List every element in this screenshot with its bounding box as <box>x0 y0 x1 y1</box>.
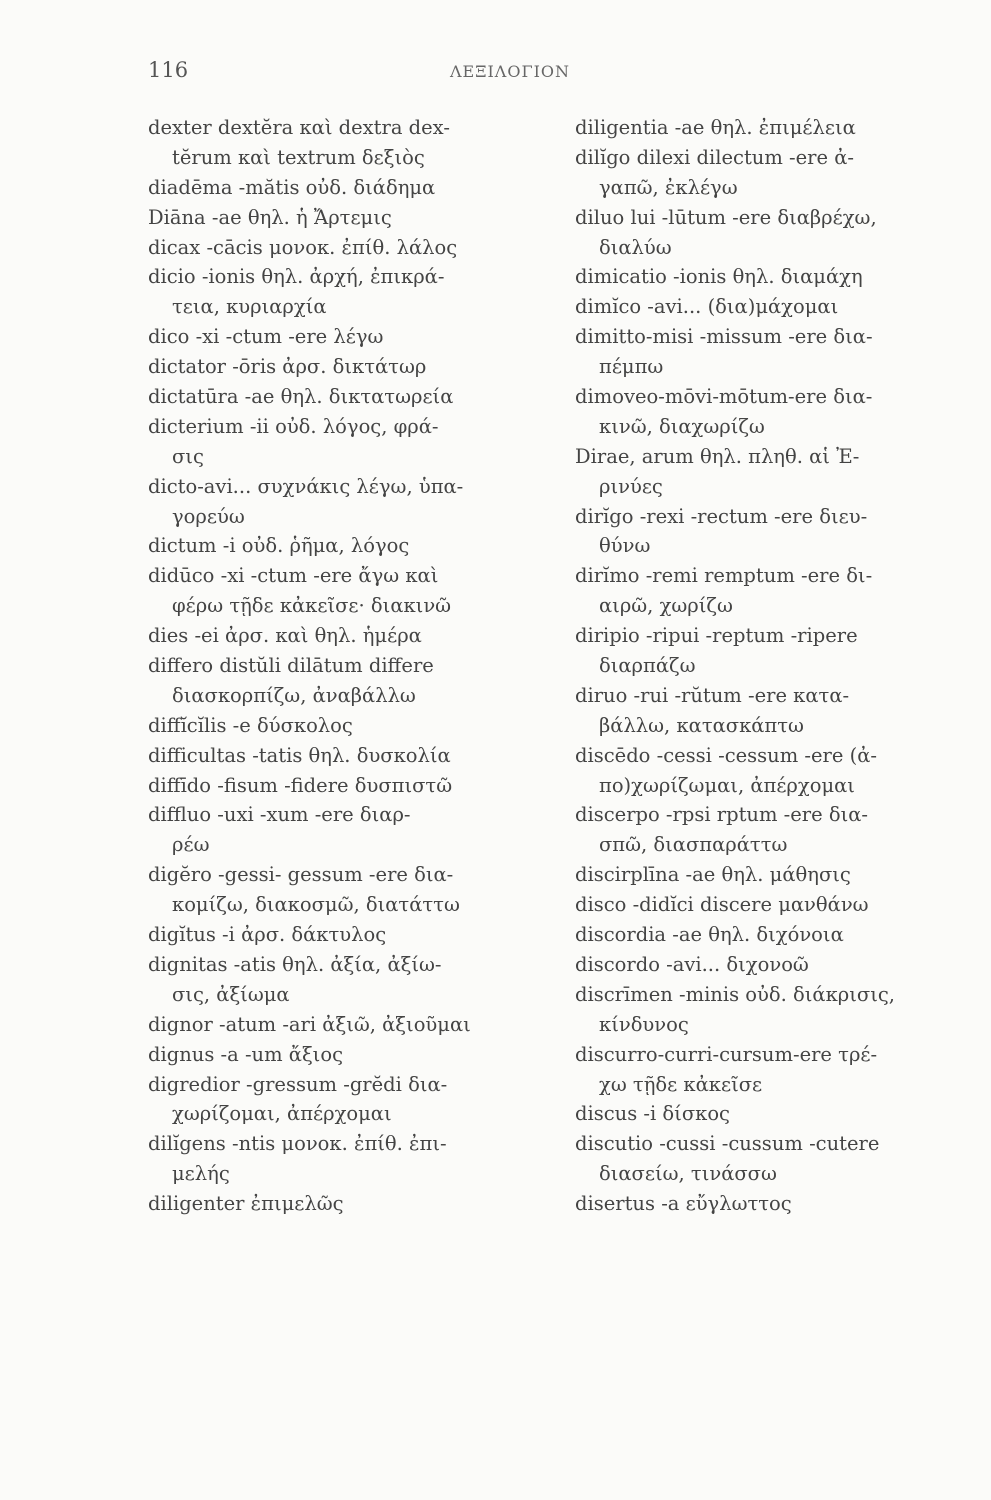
dictionary-entry-line: dignus -a -um ἄξιος <box>148 1042 343 1066</box>
dictionary-entry-line: dilĭgens -ntis μονοκ. ἐπίθ. ἐπι- <box>148 1132 447 1156</box>
page-header <box>140 58 880 88</box>
dictionary-entry-line: dexter dextĕra καὶ dextra dex- <box>148 116 450 139</box>
entry-continuation-line: κομίζω, διακοσμῶ, διατάττω <box>172 893 460 917</box>
dictionary-entry-line: discordo -avi... διχονοῶ <box>575 952 809 976</box>
dictionary-entry-line: diruo -rui -rŭtum -ere κατα- <box>575 683 850 707</box>
entry-continuation-line: αιρῶ, χωρίζω <box>599 594 733 618</box>
entry-continuation-line: διαλύω <box>599 235 672 259</box>
dictionary-entry-line: dimitto-misi -missum -ere δια- <box>575 325 873 349</box>
dictionary-entry-line: diluo lui -lūtum -ere διαβρέχω, <box>575 205 877 229</box>
dictionary-entry-line: dicio -ionis θηλ. ἀρχή, ἐπικρά- <box>148 265 445 289</box>
dictionary-entry-line: dictator -ōris ἀρσ. δικτάτωρ <box>148 355 427 379</box>
dictionary-entry-line: dictum -i οὐδ. ῥῆμα, λόγος <box>148 534 410 558</box>
dictionary-entry-line: didūco -xi -ctum -ere ἄγω καὶ <box>148 564 439 588</box>
dictionary-entry-line: diligentia -ae θηλ. ἐπιμέλεια <box>575 116 856 139</box>
entry-continuation-line: μελής <box>172 1162 230 1186</box>
entry-continuation-line: φέρω τῇδε κἀκεῖσε· διακινῶ <box>172 594 452 618</box>
dictionary-entry-line: digĕro -gessi- gessum -ere δια- <box>148 863 454 887</box>
entry-continuation-line: χω τῇδε κἀκεῖσε <box>599 1072 763 1096</box>
dictionary-entry-line: dimicatio -ionis θηλ. διαμάχη <box>575 265 863 289</box>
dictionary-entry-line: diffīdo -fisum -fidere δυσπιστῶ <box>148 773 453 797</box>
dictionary-entry-line: dicto-avi... συχνάκις λέγω, ὑπα- <box>148 474 464 498</box>
dictionary-entry-line: discutio -cussi -cussum -cutere <box>575 1132 880 1156</box>
entry-continuation-line: τεια, κυριαρχία <box>172 295 327 319</box>
dictionary-entry-line: discerpo -rpsi rptum -ere δια- <box>575 803 868 827</box>
entry-continuation-line: κίνδυνος <box>599 1012 689 1036</box>
dictionary-entry-line: dimĭco -avi... (δια)μάχομαι <box>575 295 839 319</box>
entry-continuation-line: σις, ἀξίωμα <box>172 982 290 1006</box>
entry-continuation-line: γαπῶ, ἐκλέγω <box>599 175 738 199</box>
entry-continuation-line: tĕrum καὶ textrum δεξιὸς <box>172 145 425 169</box>
entry-continuation-line: ρέω <box>172 833 210 857</box>
dictionary-entry-line: discirplīna -ae θηλ. μάθησις <box>575 863 851 887</box>
entry-continuation-line: διαρπάζω <box>599 654 696 678</box>
entry-continuation-line: πο)χωρίζωμαι, ἀπέρχομαι <box>599 773 855 797</box>
dictionary-entry-line: discurro-curri-cursum-ere τρέ- <box>575 1042 878 1066</box>
entry-continuation-line: κινῶ, διαχωρίζω <box>599 414 765 438</box>
dictionary-entry-line: discrīmen -minis οὐδ. διάκρισις, <box>575 982 895 1006</box>
dictionary-entry-line: dirĭgo -rexi -rectum -ere διευ- <box>575 504 868 528</box>
dictionary-entry-line: diripio -ripui -reptum -ripere <box>575 624 858 648</box>
entry-continuation-line: διασκορπίζω, ἀναβάλλω <box>172 683 416 707</box>
dictionary-entry-line: diffluo -uxi -xum -ere διαρ- <box>148 803 411 827</box>
dictionary-entry-line: discēdo -cessi -cessum -ere (ἀ- <box>575 743 877 767</box>
dictionary-entry-line: dico -xi -ctum -ere λέγω <box>148 325 384 349</box>
entry-continuation-line: ρινύες <box>599 474 663 498</box>
entry-continuation-line: χωρίζομαι, ἀπέρχομαι <box>172 1102 392 1126</box>
dictionary-entry-line: Dirae, arum θηλ. πληθ. αἱ Ἐ- <box>575 444 860 468</box>
dictionary-entry-line: diligenter ἐπιμελῶς <box>148 1192 344 1216</box>
dictionary-entry-line: digredior -gressum -grĕdi δια- <box>148 1072 448 1096</box>
entry-continuation-line: θύνω <box>599 534 651 558</box>
left-column <box>148 113 553 1219</box>
dictionary-entry-line: digĭtus -i ἀρσ. δάκτυλος <box>148 923 387 947</box>
dictionary-entry-line: disco -didĭci discere μανθάνω <box>575 893 869 917</box>
entry-continuation-line: σις <box>172 444 204 468</box>
dictionary-entry-line: dies -ei ἀρσ. καὶ θηλ. ἡμέρα <box>148 624 422 648</box>
entry-continuation-line: διασείω, τινάσσω <box>599 1162 777 1186</box>
dictionary-entry-line: diadēma -mătis οὐδ. διάδημα <box>148 175 436 199</box>
dictionary-entry-line: dicax -cācis μονοκ. ἐπίθ. λάλος <box>148 235 458 259</box>
dictionary-entry-line: diffĭcĭlis -e δύσκολος <box>148 713 353 737</box>
dictionary-entry-line: Diāna -ae θηλ. ἡ Ἄρτεμις <box>148 205 392 229</box>
dictionary-entry-line: dimoveo-mōvi-mōtum-ere δια- <box>575 385 873 409</box>
entry-continuation-line: πέμπω <box>599 355 664 379</box>
right-column <box>575 113 975 1219</box>
entry-continuation-line: βάλλω, κατασκάπτω <box>599 713 804 737</box>
dictionary-entry-line: difficultas -tatis θηλ. δυσκολία <box>148 743 451 767</box>
dictionary-entry-line: dignor -atum -ari ἀξιῶ, ἀξιοῦμαι <box>148 1012 471 1036</box>
dictionary-entry-line: discus -i δίσκος <box>575 1102 730 1126</box>
running-title: ΛΕΞΙΛΟΓΙΟΝ <box>449 62 571 81</box>
dictionary-entry-line: dirĭmo -remi remptum -ere δι- <box>575 564 873 588</box>
dictionary-entry-line: dicterium -ii οὐδ. λόγος, φρά- <box>148 414 439 438</box>
entry-continuation-line: γορεύω <box>172 504 245 528</box>
page-number: 116 <box>148 58 189 82</box>
dictionary-entry-line: disertus -a εὔγλωττος <box>575 1192 792 1216</box>
dictionary-entry-line: dictatūra -ae θηλ. δικτατωρεία <box>148 385 454 409</box>
dictionary-entry-line: discordia -ae θηλ. διχόνοια <box>575 923 844 947</box>
entry-continuation-line: σπῶ, διασπαράττω <box>599 833 788 857</box>
dictionary-entry-line: dignitas -atis θηλ. ἀξία, ἀξίω- <box>148 952 442 976</box>
dictionary-entry-line: dilĭgo dilexi dilectum -ere ἀ- <box>575 145 854 169</box>
dictionary-entry-line: differo distŭli dilātum differe <box>148 654 434 678</box>
